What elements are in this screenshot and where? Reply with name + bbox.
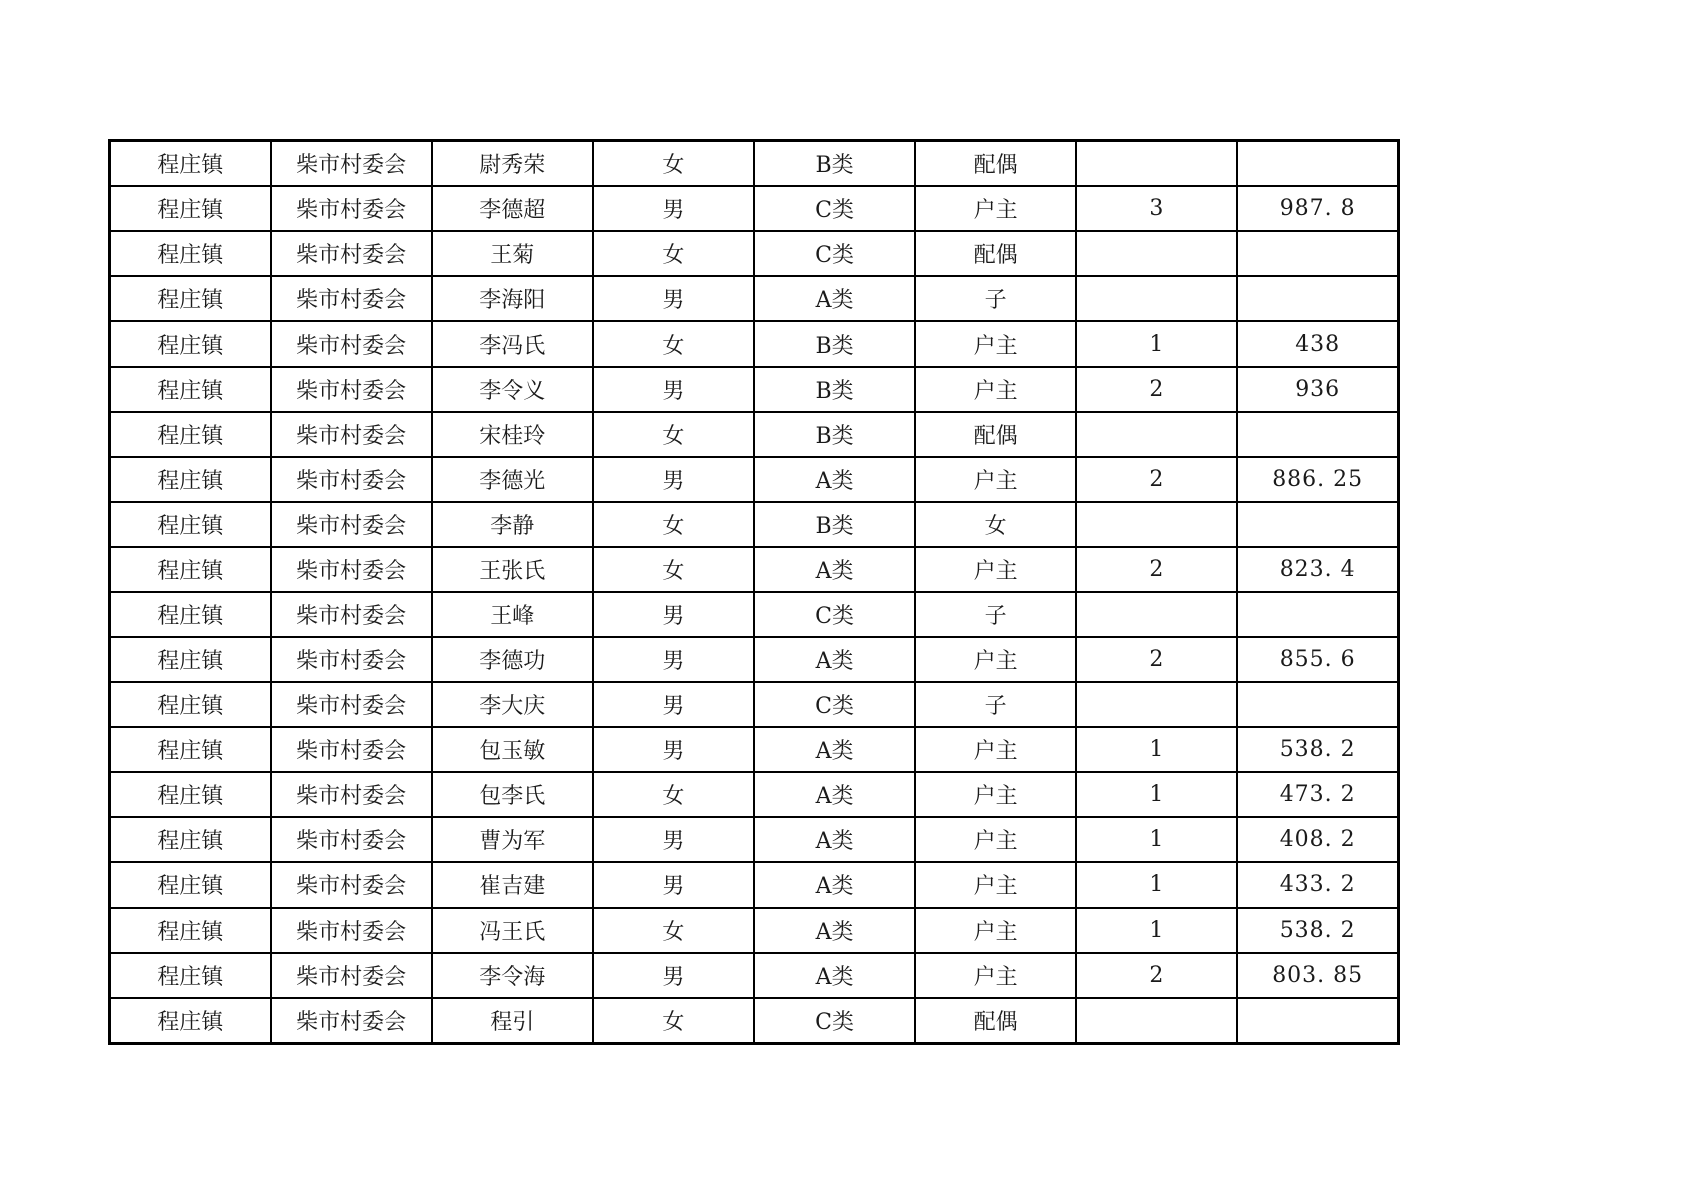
table-row xyxy=(110,908,1399,953)
cell-village-committee: 柴市村委会 xyxy=(271,502,432,547)
cell-town: 程庄镇 xyxy=(110,998,271,1044)
cell-amount xyxy=(1237,592,1398,637)
table-row xyxy=(110,276,1399,321)
cell-town: 程庄镇 xyxy=(110,321,271,366)
cell-person-name: 李静 xyxy=(432,502,593,547)
cell-relation: 户主 xyxy=(915,817,1076,862)
cell-category: B类 xyxy=(754,141,915,187)
cell-gender: 女 xyxy=(593,998,754,1044)
cell-category: A类 xyxy=(754,908,915,953)
table-row xyxy=(110,862,1399,907)
cell-household-count: 1 xyxy=(1076,772,1237,817)
cell-town: 程庄镇 xyxy=(110,953,271,998)
cell-household-count xyxy=(1076,682,1237,727)
cell-village-committee: 柴市村委会 xyxy=(271,998,432,1044)
cell-category: A类 xyxy=(754,727,915,772)
cell-category: C类 xyxy=(754,592,915,637)
cell-gender: 女 xyxy=(593,908,754,953)
table-row xyxy=(110,682,1399,727)
cell-person-name: 王张氏 xyxy=(432,547,593,592)
cell-person-name: 李冯氏 xyxy=(432,321,593,366)
cell-amount: 438 xyxy=(1237,321,1398,366)
cell-household-count: 2 xyxy=(1076,953,1237,998)
cell-village-committee: 柴市村委会 xyxy=(271,727,432,772)
cell-category: C类 xyxy=(754,998,915,1044)
cell-town: 程庄镇 xyxy=(110,727,271,772)
cell-amount: 823. 4 xyxy=(1237,547,1398,592)
cell-town: 程庄镇 xyxy=(110,772,271,817)
cell-person-name: 李德光 xyxy=(432,457,593,502)
table-row xyxy=(110,547,1399,592)
cell-person-name: 王菊 xyxy=(432,231,593,276)
table-row xyxy=(110,231,1399,276)
cell-village-committee: 柴市村委会 xyxy=(271,547,432,592)
cell-household-count xyxy=(1076,502,1237,547)
cell-village-committee: 柴市村委会 xyxy=(271,186,432,231)
cell-category: A类 xyxy=(754,637,915,682)
cell-category: C类 xyxy=(754,682,915,727)
cell-person-name: 王峰 xyxy=(432,592,593,637)
cell-household-count: 2 xyxy=(1076,457,1237,502)
cell-relation: 户主 xyxy=(915,953,1076,998)
cell-gender: 男 xyxy=(593,817,754,862)
table-row xyxy=(110,502,1399,547)
table-row xyxy=(110,998,1399,1044)
cell-relation: 户主 xyxy=(915,547,1076,592)
cell-person-name: 李德功 xyxy=(432,637,593,682)
cell-category: A类 xyxy=(754,862,915,907)
cell-village-committee: 柴市村委会 xyxy=(271,817,432,862)
cell-town: 程庄镇 xyxy=(110,186,271,231)
cell-relation: 子 xyxy=(915,276,1076,321)
cell-relation: 户主 xyxy=(915,457,1076,502)
cell-relation: 户主 xyxy=(915,727,1076,772)
cell-amount: 987. 8 xyxy=(1237,186,1398,231)
cell-town: 程庄镇 xyxy=(110,457,271,502)
cell-category: A类 xyxy=(754,772,915,817)
cell-amount: 936 xyxy=(1237,367,1398,412)
table-row xyxy=(110,186,1399,231)
cell-amount xyxy=(1237,412,1398,457)
cell-category: B类 xyxy=(754,321,915,366)
cell-person-name: 曹为军 xyxy=(432,817,593,862)
cell-gender: 女 xyxy=(593,547,754,592)
cell-relation: 户主 xyxy=(915,908,1076,953)
table-row xyxy=(110,727,1399,772)
cell-village-committee: 柴市村委会 xyxy=(271,141,432,187)
cell-amount xyxy=(1237,502,1398,547)
cell-gender: 男 xyxy=(593,276,754,321)
cell-relation: 户主 xyxy=(915,321,1076,366)
cell-relation: 户主 xyxy=(915,186,1076,231)
cell-category: A类 xyxy=(754,953,915,998)
cell-person-name: 李海阳 xyxy=(432,276,593,321)
cell-village-committee: 柴市村委会 xyxy=(271,592,432,637)
cell-relation: 配偶 xyxy=(915,141,1076,187)
cell-gender: 女 xyxy=(593,772,754,817)
table-row xyxy=(110,141,1399,187)
cell-gender: 男 xyxy=(593,367,754,412)
cell-amount: 886. 25 xyxy=(1237,457,1398,502)
cell-gender: 女 xyxy=(593,321,754,366)
cell-village-committee: 柴市村委会 xyxy=(271,276,432,321)
cell-category: A类 xyxy=(754,817,915,862)
cell-person-name: 崔吉建 xyxy=(432,862,593,907)
cell-person-name: 包李氏 xyxy=(432,772,593,817)
cell-household-count xyxy=(1076,592,1237,637)
cell-village-committee: 柴市村委会 xyxy=(271,231,432,276)
cell-amount xyxy=(1237,141,1398,187)
cell-household-count: 2 xyxy=(1076,367,1237,412)
cell-household-count xyxy=(1076,276,1237,321)
cell-gender: 女 xyxy=(593,412,754,457)
cell-person-name: 程引 xyxy=(432,998,593,1044)
cell-relation: 户主 xyxy=(915,367,1076,412)
cell-town: 程庄镇 xyxy=(110,862,271,907)
cell-category: A类 xyxy=(754,276,915,321)
cell-household-count xyxy=(1076,998,1237,1044)
table-row xyxy=(110,412,1399,457)
cell-gender: 男 xyxy=(593,186,754,231)
cell-person-name: 包玉敏 xyxy=(432,727,593,772)
cell-gender: 男 xyxy=(593,457,754,502)
table-row xyxy=(110,772,1399,817)
cell-amount: 803. 85 xyxy=(1237,953,1398,998)
cell-category: B类 xyxy=(754,502,915,547)
cell-person-name: 宋桂玲 xyxy=(432,412,593,457)
cell-amount: 855. 6 xyxy=(1237,637,1398,682)
table-row xyxy=(110,367,1399,412)
cell-gender: 女 xyxy=(593,231,754,276)
cell-gender: 男 xyxy=(593,592,754,637)
cell-town: 程庄镇 xyxy=(110,547,271,592)
cell-amount xyxy=(1237,276,1398,321)
table-row xyxy=(110,321,1399,366)
cell-person-name: 李德超 xyxy=(432,186,593,231)
cell-household-count xyxy=(1076,412,1237,457)
cell-gender: 男 xyxy=(593,637,754,682)
cell-village-committee: 柴市村委会 xyxy=(271,457,432,502)
cell-household-count: 1 xyxy=(1076,817,1237,862)
cell-village-committee: 柴市村委会 xyxy=(271,321,432,366)
cell-village-committee: 柴市村委会 xyxy=(271,862,432,907)
cell-household-count: 2 xyxy=(1076,637,1237,682)
cell-gender: 男 xyxy=(593,727,754,772)
table-row xyxy=(110,592,1399,637)
cell-relation: 户主 xyxy=(915,637,1076,682)
cell-relation: 子 xyxy=(915,682,1076,727)
cell-amount: 473. 2 xyxy=(1237,772,1398,817)
cell-village-committee: 柴市村委会 xyxy=(271,772,432,817)
cell-household-count xyxy=(1076,231,1237,276)
cell-village-committee: 柴市村委会 xyxy=(271,637,432,682)
cell-town: 程庄镇 xyxy=(110,682,271,727)
cell-household-count: 1 xyxy=(1076,321,1237,366)
cell-person-name: 李令海 xyxy=(432,953,593,998)
cell-person-name: 尉秀荣 xyxy=(432,141,593,187)
cell-person-name: 李大庆 xyxy=(432,682,593,727)
table-row xyxy=(110,817,1399,862)
cell-category: C类 xyxy=(754,186,915,231)
cell-household-count: 1 xyxy=(1076,908,1237,953)
cell-category: C类 xyxy=(754,231,915,276)
cell-village-committee: 柴市村委会 xyxy=(271,412,432,457)
cell-village-committee: 柴市村委会 xyxy=(271,682,432,727)
cell-town: 程庄镇 xyxy=(110,817,271,862)
cell-town: 程庄镇 xyxy=(110,412,271,457)
cell-gender: 女 xyxy=(593,502,754,547)
cell-town: 程庄镇 xyxy=(110,592,271,637)
cell-household-count: 1 xyxy=(1076,862,1237,907)
cell-amount: 538. 2 xyxy=(1237,908,1398,953)
cell-gender: 男 xyxy=(593,682,754,727)
cell-town: 程庄镇 xyxy=(110,141,271,187)
cell-category: B类 xyxy=(754,367,915,412)
cell-town: 程庄镇 xyxy=(110,908,271,953)
cell-amount xyxy=(1237,682,1398,727)
cell-household-count: 1 xyxy=(1076,727,1237,772)
table-row xyxy=(110,457,1399,502)
cell-household-count xyxy=(1076,141,1237,187)
cell-amount: 433. 2 xyxy=(1237,862,1398,907)
cell-person-name: 冯王氏 xyxy=(432,908,593,953)
cell-relation: 配偶 xyxy=(915,412,1076,457)
cell-town: 程庄镇 xyxy=(110,231,271,276)
cell-gender: 女 xyxy=(593,141,754,187)
cell-relation: 女 xyxy=(915,502,1076,547)
cell-person-name: 李令义 xyxy=(432,367,593,412)
cell-amount xyxy=(1237,231,1398,276)
cell-category: A类 xyxy=(754,547,915,592)
cell-amount: 538. 2 xyxy=(1237,727,1398,772)
cell-village-committee: 柴市村委会 xyxy=(271,908,432,953)
table-row xyxy=(110,953,1399,998)
cell-village-committee: 柴市村委会 xyxy=(271,367,432,412)
table-body xyxy=(110,141,1399,1044)
cell-amount: 408. 2 xyxy=(1237,817,1398,862)
cell-town: 程庄镇 xyxy=(110,637,271,682)
cell-relation: 户主 xyxy=(915,772,1076,817)
cell-gender: 男 xyxy=(593,862,754,907)
cell-amount xyxy=(1237,998,1398,1044)
cell-gender: 男 xyxy=(593,953,754,998)
cell-relation: 子 xyxy=(915,592,1076,637)
cell-relation: 配偶 xyxy=(915,998,1076,1044)
cell-town: 程庄镇 xyxy=(110,276,271,321)
table-row xyxy=(110,637,1399,682)
cell-household-count: 3 xyxy=(1076,186,1237,231)
cell-town: 程庄镇 xyxy=(110,367,271,412)
cell-town: 程庄镇 xyxy=(110,502,271,547)
cell-category: A类 xyxy=(754,457,915,502)
cell-village-committee: 柴市村委会 xyxy=(271,953,432,998)
cell-household-count: 2 xyxy=(1076,547,1237,592)
cell-category: B类 xyxy=(754,412,915,457)
cell-relation: 配偶 xyxy=(915,231,1076,276)
beneficiary-table xyxy=(108,139,1400,1045)
cell-relation: 户主 xyxy=(915,862,1076,907)
